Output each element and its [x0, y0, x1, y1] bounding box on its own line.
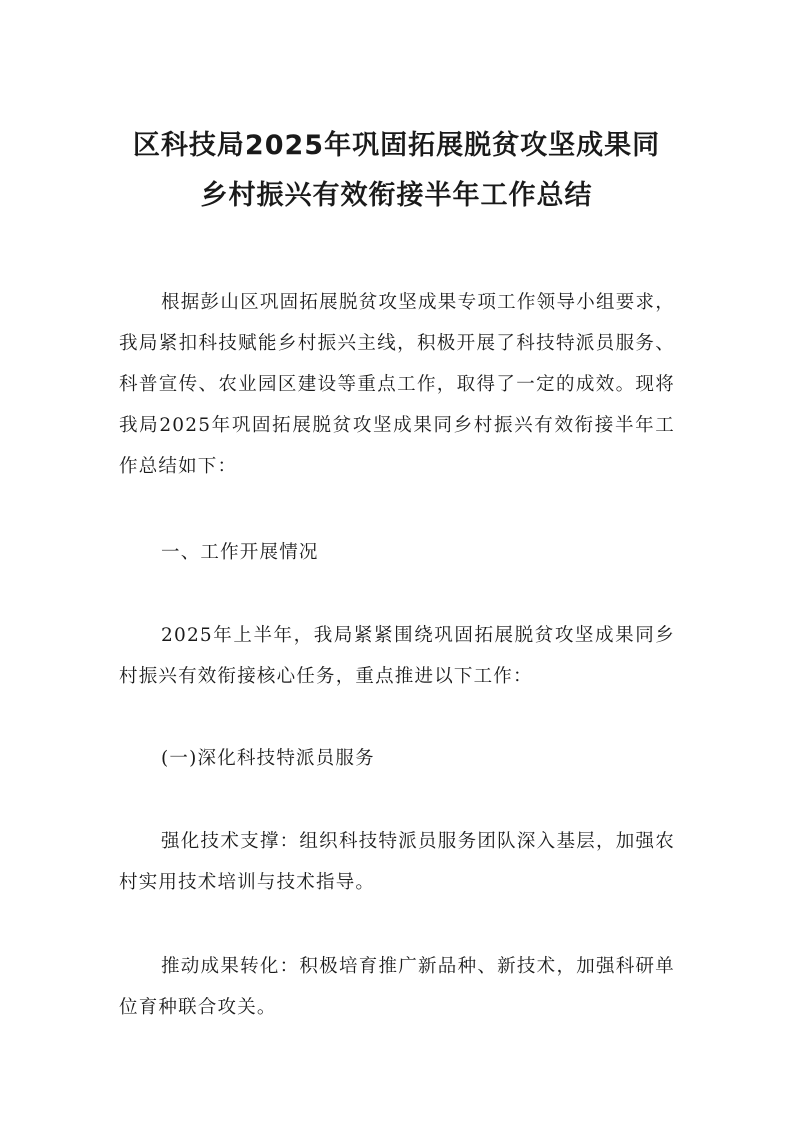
section-heading-1: 一、工作开展情况	[161, 542, 319, 563]
subsection-paragraph-1: 强化技术支撑：组织科技特派员服务团队深入基层，加强农村实用技术培训与技术指导。	[119, 831, 675, 893]
subsection-heading-1: (一)深化科技特派员服务	[161, 748, 375, 769]
section-paragraph-1: 2025年上半年，我局紧紧围绕巩固拓展脱贫攻坚成果同乡村振兴有效衔接核心任务，重点推进以下工作：	[119, 625, 675, 687]
intro-paragraph: 根据彭山区巩固拓展脱贫攻坚成果专项工作领导小组要求，我局紧扣科技赋能乡村振兴主线，积极开展了科技特派员服务、科普宣传、农业园区建设等重点工作，取得了一定的成效。现将我局2025年巩固拓展脱贫攻坚成果同乡村振兴有效衔接半年工作总结如下：	[119, 292, 675, 477]
title-line-1: 区科技局2025年巩固拓展脱贫攻坚成果同	[132, 130, 661, 161]
document-title	[100, 121, 693, 221]
subsection-paragraph-2: 推动成果转化：积极培育推广新品种、新技术，加强科研单位育种联合攻关。	[119, 956, 675, 1018]
title-line-2: 乡村振兴有效衔接半年工作总结	[200, 180, 593, 211]
